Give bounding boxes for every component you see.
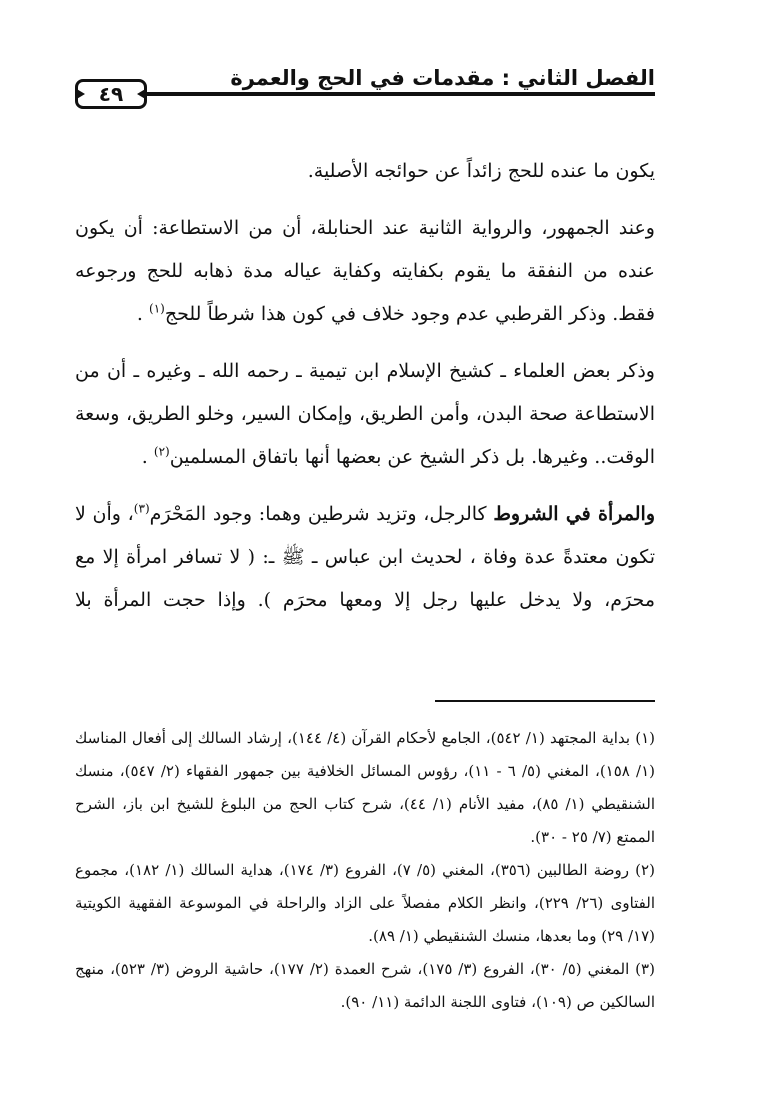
paragraph-4-text-b: ، وأن لا تكون معتدةً عدة وفاة ، لحديث ابن عباس ـ ﷺ ـ: ( لا تسافر امرأة إلا مع محرَم، ولا يدخل عليها رجل إلا ومعها محرَم ). وإذا حجت المرأة بلا: [75, 503, 655, 611]
footnote-3: (٣) المغني (٥/ ٣٠)، الفروع (٣/ ١٧٥)، شرح العمدة (٢/ ١٧٧)، حاشية الروض (٣/ ٥٢٣)، منهج السالكين ص (١٠٩)، فتاوى اللجنة الدائمة (١١/ ٩٠).: [75, 960, 655, 1011]
paragraph-4-lead: والمرأة في الشروط: [493, 503, 655, 525]
footnote-ref-1[interactable]: (١): [149, 301, 165, 316]
paragraph-1-text: يكون ما عنده للحج زائداً عن حوائجه الأصلية.: [307, 160, 655, 182]
footnote-1: (١) بداية المجتهد (١/ ٥٤٢)، الجامع لأحكام القرآن (٤/ ١٤٤)، إرشاد السالك إلى أفعال المناسك (١/ ١٥٨)، المغني (٥/ ٦ - ١١)، رؤوس المسائل الخلافية بين جمهور الفقهاء (٢/ ٥٤٧)، منسك الشنقيطي (١/ ٨٥)، مفيد الأنام (١/ ٤٤)، شرح كتاب الحج من البلوغ للشيخ ابن باز، الشرح الممتع (٧/ ٢٥ - ٣٠).: [75, 729, 655, 846]
paragraph-3-end: .: [141, 446, 154, 468]
paragraph-3: [75, 350, 655, 479]
page-number: ٤٩: [98, 82, 124, 106]
page-header: [75, 62, 655, 114]
paragraph-1: [75, 150, 655, 193]
paragraph-2: [75, 207, 655, 336]
body-text: [75, 150, 655, 636]
paragraph-3-text: وذكر بعض العلماء ـ كشيخ الإسلام ابن تيمية ـ رحمه الله ـ وغيره ـ أن من الاستطاعة صحة البدن، وأمن الطريق، وإمكان السير، وخلو الطريق، وسعة الوقت.. وغيرها. بل ذكر الشيخ عن بعضها أنها باتفاق المسلمين: [75, 360, 655, 468]
footnote-2: (٢) روضة الطالبين (٣٥٦)، المغني (٥/ ٧)، الفروع (٣/ ١٧٤)، هداية السالك (١/ ١٨٢)، مجموع الفتاوى (٢٦/ ٢٢٩)، وانظر الكلام مفصلاً على الزاد والراحلة في الموسوعة الفقهية الكويتية (١٧/ ٢٩) وما بعدها، منسك الشنقيطي (١/ ٨٩).: [75, 861, 655, 945]
header-rule: [75, 92, 655, 96]
footnote-ref-2[interactable]: (٢): [153, 444, 170, 459]
page-number-frame: [75, 79, 147, 109]
paragraph-4: [75, 493, 655, 622]
paragraph-2-end: .: [136, 303, 149, 325]
chapter-title: الفصل الثاني : مقدمات في الحج والعمرة: [230, 66, 655, 90]
footnotes: [75, 722, 655, 1019]
paragraph-4-text-a: كالرجل، وتزيد شرطين وهما: وجود المَحْرَم: [149, 503, 494, 525]
footnote-ref-3[interactable]: (٣): [133, 501, 150, 516]
paragraph-2-text: وعند الجمهور، والرواية الثانية عند الحنابلة، أن من الاستطاعة: أن يكون عنده من النفقة ما يقوم بكفايته وكفاية عياله مدة ذهابه للحج ورجوعه فقط. وذكر القرطبي عدم وجود خلاف في كون هذا شرطاً للحج: [75, 217, 655, 325]
footnote-separator: [435, 700, 655, 702]
